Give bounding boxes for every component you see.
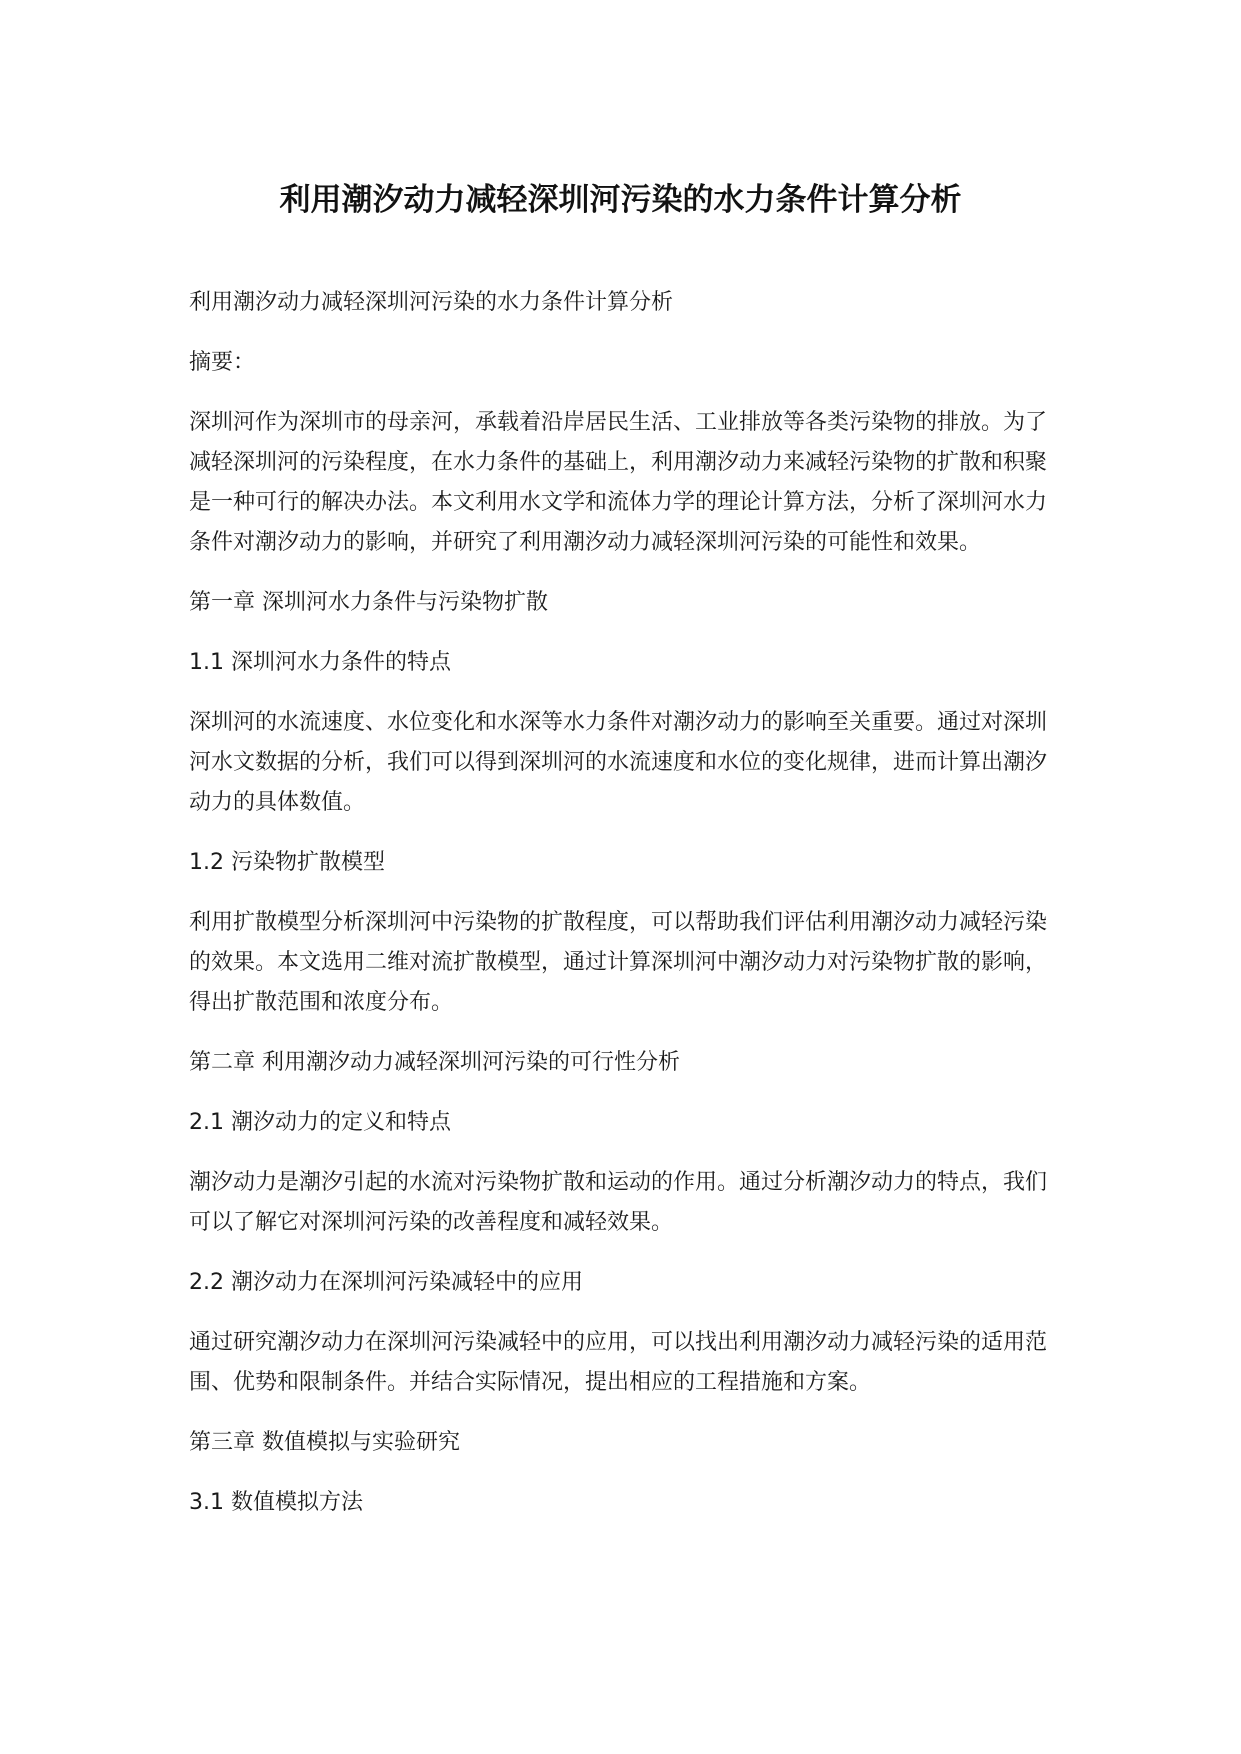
chapter-1-heading: 第一章 深圳河水力条件与污染物扩散 [189,590,548,615]
abstract-label: 摘要： [189,350,256,375]
chapter-2-heading: 第二章 利用潮汐动力减轻深圳河污染的可行性分析 [189,1050,680,1075]
section-2-1-heading: 2.1 潮汐动力的定义和特点 [189,1110,451,1135]
section-1-1-paragraph: 深圳河的水流速度、水位变化和水深等水力条件对潮汐动力的影响至关重要。通过对深圳河水文数据的分析，我们可以得到深圳河的水流速度和水位的变化规律，进而计算出潮汐动力的具体数值。 [189,710,1048,815]
chapter-3-heading: 第三章 数值模拟与实验研究 [189,1430,460,1455]
section-1-2-heading: 1.2 污染物扩散模型 [189,850,385,875]
section-2-2-heading: 2.2 潮汐动力在深圳河污染减轻中的应用 [189,1270,583,1295]
document-title: 利用潮汐动力减轻深圳河污染的水力条件计算分析 [279,182,962,218]
section-2-2-paragraph: 通过研究潮汐动力在深圳河污染减轻中的应用，可以找出利用潮汐动力减轻污染的适用范围、优势和限制条件。并结合实际情况，提出相应的工程措施和方案。 [189,1330,1048,1395]
section-2-1-paragraph: 潮汐动力是潮汐引起的水流对污染物扩散和运动的作用。通过分析潮汐动力的特点，我们可以了解它对深圳河污染的改善程度和减轻效果。 [189,1170,1048,1235]
document-body [189,283,1047,1523]
document-subtitle: 利用潮汐动力减轻深圳河污染的水力条件计算分析 [189,290,674,315]
section-1-2-paragraph: 利用扩散模型分析深圳河中污染物的扩散程度，可以帮助我们评估利用潮汐动力减轻污染的效果。本文选用二维对流扩散模型，通过计算深圳河中潮汐动力对污染物扩散的影响，得出扩散范围和浓度分布。 [189,910,1048,1015]
abstract-paragraph: 深圳河作为深圳市的母亲河，承载着沿岸居民生活、工业排放等各类污染物的排放。为了减轻深圳河的污染程度，在水力条件的基础上，利用潮汐动力来减轻污染物的扩散和积聚是一种可行的解决办法。本文利用水文学和流体力学的理论计算方法，分析了深圳河水力条件对潮汐动力的影响，并研究了利用潮汐动力减轻深圳河污染的可能性和效果。 [189,410,1048,555]
section-1-1-heading: 1.1 深圳河水力条件的特点 [189,650,451,675]
section-3-1-heading: 3.1 数值模拟方法 [189,1490,363,1515]
